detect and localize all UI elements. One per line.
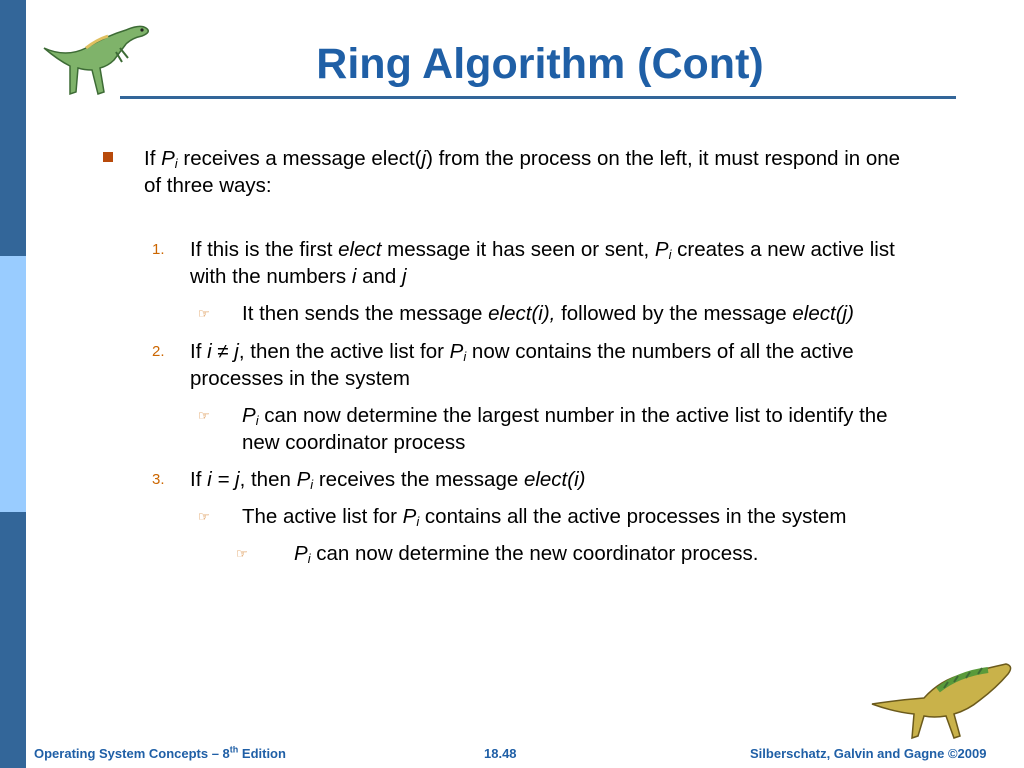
text: If xyxy=(190,468,208,491)
text: receives the message xyxy=(313,468,524,491)
pointing-hand-icon: ☞ xyxy=(236,546,248,561)
item2-sub-1 xyxy=(242,402,888,429)
text: elect(i) xyxy=(523,468,586,491)
item1-line-1 xyxy=(190,236,895,263)
text: and xyxy=(356,265,402,288)
slide-title: Ring Algorithm (Cont) xyxy=(316,40,764,88)
text: receives a message elect( xyxy=(177,147,422,170)
text: message it has seen or sent, xyxy=(381,238,655,261)
text: P xyxy=(402,505,417,528)
footer-book-title xyxy=(34,746,286,761)
text: i xyxy=(255,413,259,428)
footer-authors: Silberschatz, Galvin and Gagne ©2009 xyxy=(750,746,987,761)
text: Edition xyxy=(238,746,286,761)
item-number-2: 2. xyxy=(152,343,165,360)
text: can now determine the largest number in the active list to identify the xyxy=(258,404,888,427)
text: , then xyxy=(239,468,297,491)
text: i xyxy=(351,265,357,288)
text: i xyxy=(307,551,311,566)
text: It then sends the message xyxy=(242,302,489,325)
text: i xyxy=(310,477,314,492)
text: , then the active list for xyxy=(238,340,450,363)
text: P xyxy=(296,468,311,491)
text: P xyxy=(654,238,669,261)
text: followed by the message xyxy=(555,302,793,325)
text: elect(j) xyxy=(792,302,854,325)
text: elect(i), xyxy=(488,302,556,325)
item3-sub-sub-1 xyxy=(294,540,758,567)
text: P xyxy=(294,542,308,565)
text: i xyxy=(174,156,178,171)
item-number-3: 3. xyxy=(152,471,165,488)
text: The active list for xyxy=(242,505,403,528)
text: If xyxy=(144,147,162,170)
item1-line-2 xyxy=(190,263,407,290)
text: ) from the process on the left, it must respond in one xyxy=(426,147,901,170)
pointing-hand-icon: ☞ xyxy=(198,306,210,321)
text: j xyxy=(421,147,427,170)
text: th xyxy=(229,744,239,755)
intro-line-2: of three ways: xyxy=(144,174,272,197)
text: contains all the active processes in the system xyxy=(419,505,847,528)
square-bullet-icon xyxy=(103,152,113,162)
text: elect xyxy=(338,238,382,261)
text: i xyxy=(668,247,672,262)
item1-sub-1 xyxy=(242,300,854,327)
dinosaur-logo-bottom-icon xyxy=(868,660,1018,740)
text: i xyxy=(463,349,467,364)
text: j xyxy=(401,265,407,288)
text: Operating System Concepts – 8 xyxy=(34,746,230,761)
text: creates a new active list xyxy=(671,238,895,261)
item3-line-1 xyxy=(190,466,585,493)
text: P xyxy=(242,404,256,427)
item3-sub-1 xyxy=(242,503,847,530)
item-number-1: 1. xyxy=(152,241,165,258)
text: i ≠ j xyxy=(207,340,239,363)
footer-page-number: 18.48 xyxy=(484,746,517,761)
intro-line-1 xyxy=(144,145,900,172)
pointing-hand-icon: ☞ xyxy=(198,509,210,524)
text: can now determine the new coordinator process. xyxy=(310,542,759,565)
text: If this is the first xyxy=(190,238,339,261)
item2-sub-1-line-2: new coordinator process xyxy=(242,431,466,454)
text: P xyxy=(161,147,175,170)
item2-line-2: processes in the system xyxy=(190,367,410,390)
text: with the numbers xyxy=(190,265,352,288)
text: P xyxy=(449,340,464,363)
pointing-hand-icon: ☞ xyxy=(198,408,210,423)
item2-line-1 xyxy=(190,338,854,365)
text: If xyxy=(190,340,208,363)
text: now contains the numbers of all the active xyxy=(466,340,854,363)
text: i xyxy=(416,514,420,529)
text: i = j xyxy=(207,468,240,491)
